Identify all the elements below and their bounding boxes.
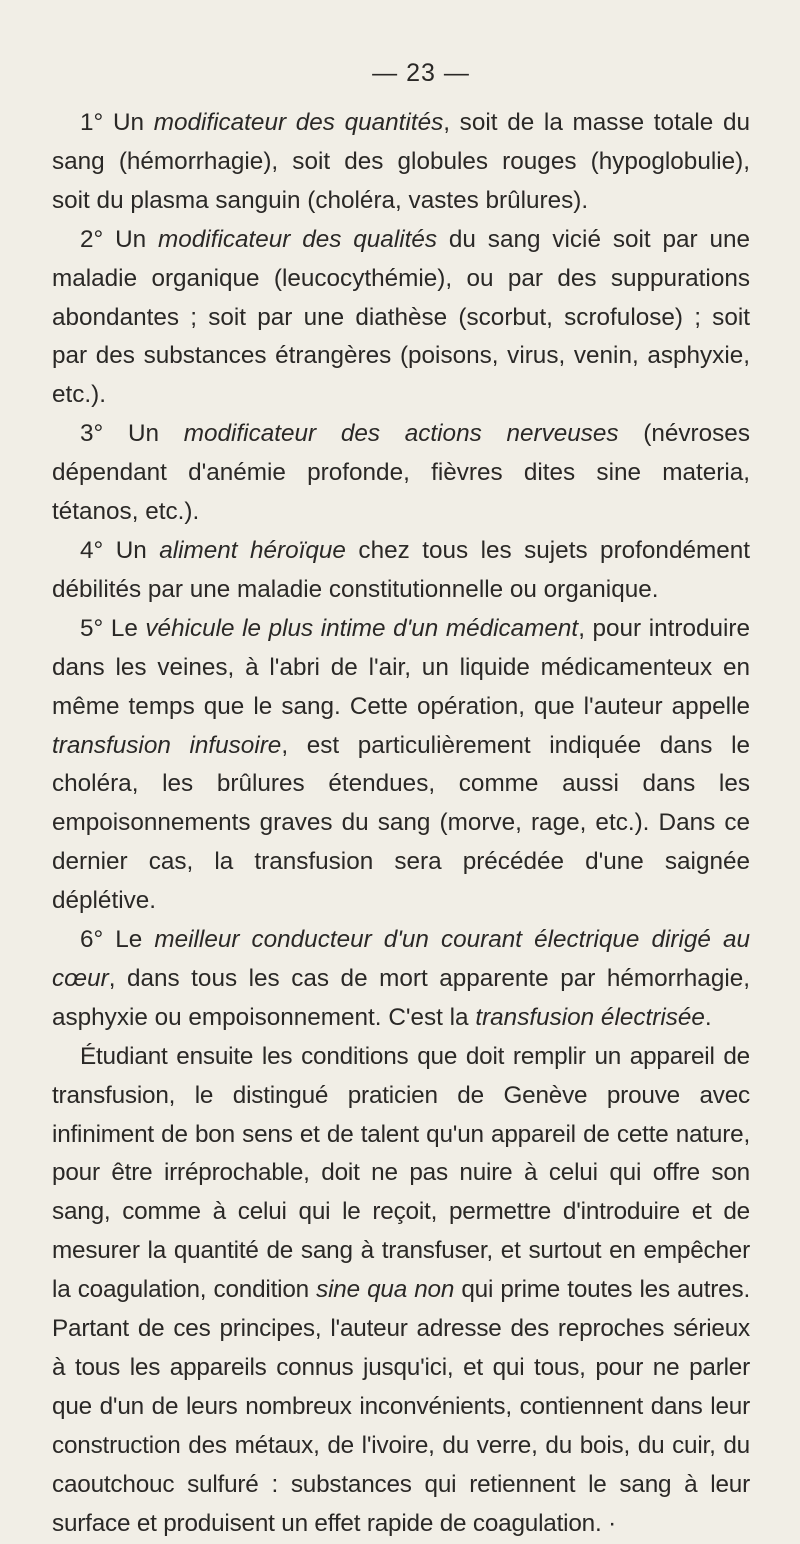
paragraph-text: , dans tous les cas de mort apparente par hémorrhagie, asphyxie ou empoisonnement. C'est la [52, 964, 750, 1031]
paragraph-3 [52, 415, 750, 532]
emphasis-text: transfusion infusoire [52, 731, 282, 759]
item-number: 5° [80, 614, 104, 642]
item-number: 6° [80, 926, 104, 954]
paragraph-1 [52, 104, 750, 221]
emphasis-text: modificateur des quantités [153, 109, 444, 136]
paragraph-5 [52, 610, 750, 921]
emphasis-text: modificateur des qualités [158, 225, 438, 253]
emphasis-text: meilleur conducteur d'un courant électrique dirigé au cœur [52, 926, 750, 992]
paragraph-text: du sang vicié soit par une maladie organique (leucocythémie), ou par des suppurations abondantes ; soit par une diathèse (scorbut, scrofulose) ; soit par des substances étrangères (poisons, virus, venin, asphyxie, etc.). [52, 225, 751, 409]
paragraph-text: , pour introduire dans les veines, à l'abri de l'air, un liquide médicamenteux en même temps que le sang. Cette opération, que l'auteur appelle [52, 614, 750, 720]
paragraph-text: Un [115, 536, 160, 564]
item-number: 2° [80, 225, 104, 253]
item-number: 3° [80, 420, 104, 448]
paragraph-text: qui prime toutes les autres. Partant de ces principes, l'auteur adresse des reproches sérieux à tous les appareils connus jusqu'ici, et qui tous, pour ne parler que d'un de leurs nombreux inconvénients, contiennent dans leur construction des métaux, de l'ivoire, du verre, du bois, du cuir, du caoutchouc sulfuré : substances qui retiennent le sang à leur surface et produisent un effet rapide de coagulation. · [52, 1276, 750, 1537]
emphasis-text: modificateur des actions nerveuses [183, 420, 619, 448]
emphasis-text: aliment héroïque [159, 536, 346, 564]
paragraph-text: Le [110, 614, 146, 642]
paragraph-text: Un [115, 225, 159, 253]
emphasis-text: véhicule le plus intime d'un médicament [145, 614, 579, 642]
emphasis-text: sine qua non [316, 1276, 455, 1304]
paragraph-text: Un [112, 109, 154, 136]
paragraph-text: , est particulièrement indiquée dans le choléra, les brûlures étendues, comme aussi dans les empoisonnements graves du sang (morve, rage, etc.). Dans ce dernier cas, la transfusion sera précédée d'une saignée déplétive. [52, 731, 750, 915]
paragraph-text: Le [115, 926, 155, 954]
item-number: 1° [80, 109, 104, 136]
paragraph-text: . [704, 1003, 712, 1031]
paragraph-6 [52, 921, 750, 1038]
emphasis-text: transfusion électrisée [475, 1003, 705, 1031]
page-number: — 23 — [372, 59, 470, 87]
paragraph-text: Un [127, 420, 184, 448]
paragraph-text: , soit de la masse totale du sang (hémorrhagie), soit des globules rouges (hypoglobulie), soit du plasma sanguin (choléra, vastes brûlures). [52, 109, 750, 214]
paragraph-text: chez tous les sujets profondément débilités par une maladie constitutionnelle ou organique. [52, 536, 750, 603]
paragraph-text: (névroses dépendant d'anémie profonde, fièvres dites sine materia, tétanos, etc.). [52, 420, 750, 526]
paragraph-closing [52, 1038, 750, 1544]
paragraph-2 [52, 221, 750, 416]
item-number: 4° [80, 536, 104, 564]
paragraph-4 [52, 532, 750, 610]
paragraph-text: Étudiant ensuite les conditions que doit remplir un appareil de transfusion, le distingué praticien de Genève prouve avec infiniment de bon sens et de talent qu'un appareil de cette nature, pour être irréprochable, doit ne pas nuire à celui qui offre son sang, comme à celui qui le reçoit, permettre d'introduire et de mesurer la quantité de sang à transfuser, et surtout en empêcher la coagulation, condition [52, 1042, 750, 1304]
